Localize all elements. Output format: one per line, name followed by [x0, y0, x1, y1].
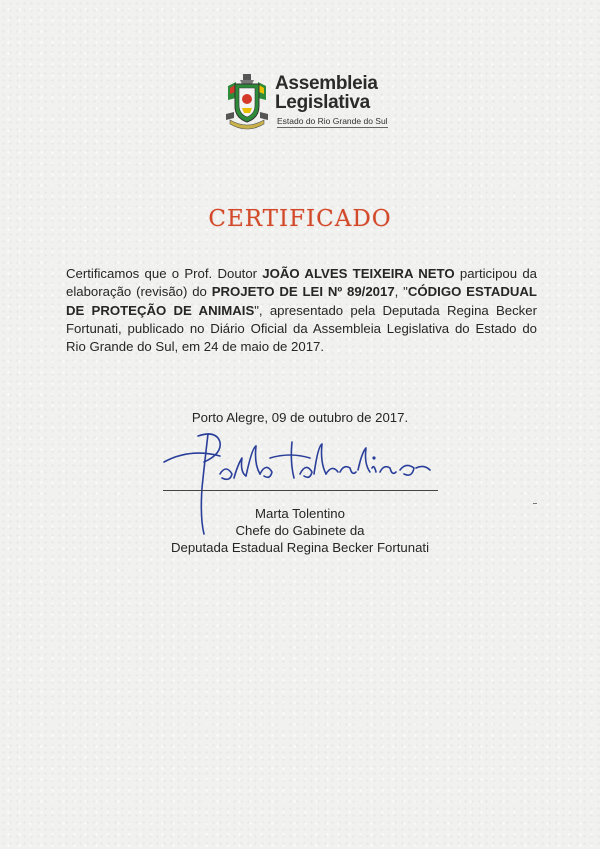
- page-mark: [533, 503, 537, 504]
- certificate-body: [66, 265, 537, 356]
- project-name: CÓDIGO ESTADUAL DE PROTEÇÃO DE ANIMAIS: [66, 284, 537, 318]
- signer-name: Marta Tolentino: [255, 506, 345, 521]
- coat-of-arms-icon: [222, 72, 272, 134]
- org-subtitle: Estado do Rio Grande do Sul: [277, 116, 388, 126]
- signer-role: Chefe do Gabinete da: [235, 523, 365, 538]
- body-text-1: Certificamos que o Prof. Doutor: [66, 266, 263, 281]
- org-name: [275, 74, 378, 112]
- body-text-3: , ": [394, 284, 408, 300]
- signer-office: Deputada Estadual Regina Becker Fortunati: [170, 540, 430, 555]
- project-number: PROJETO DE LEI Nº 89/2017: [211, 284, 395, 300]
- assembly-logo: [222, 72, 392, 134]
- body-text-2: participou da elaboração (revisão) do: [66, 266, 537, 300]
- place-and-date: Porto Alegre, 09 de outubro de 2017.: [191, 410, 409, 425]
- body-text-4: ", apresentado pela Deputada Regina Becker Fortunati, publicado no Diário Oficial da Assembleia Legislativa do Estado do Rio Grande do Sul, em 24 de maio de 2017.: [66, 302, 538, 355]
- signer-block: [0, 505, 600, 556]
- signature-line: [163, 490, 438, 491]
- org-name-line1: Assembleia: [275, 73, 378, 94]
- certificate-title: CERTIFICADO: [208, 206, 392, 232]
- recipient-name: JOÃO ALVES TEIXEIRA NETO: [262, 266, 455, 281]
- org-name-line2: Legislativa: [275, 92, 370, 113]
